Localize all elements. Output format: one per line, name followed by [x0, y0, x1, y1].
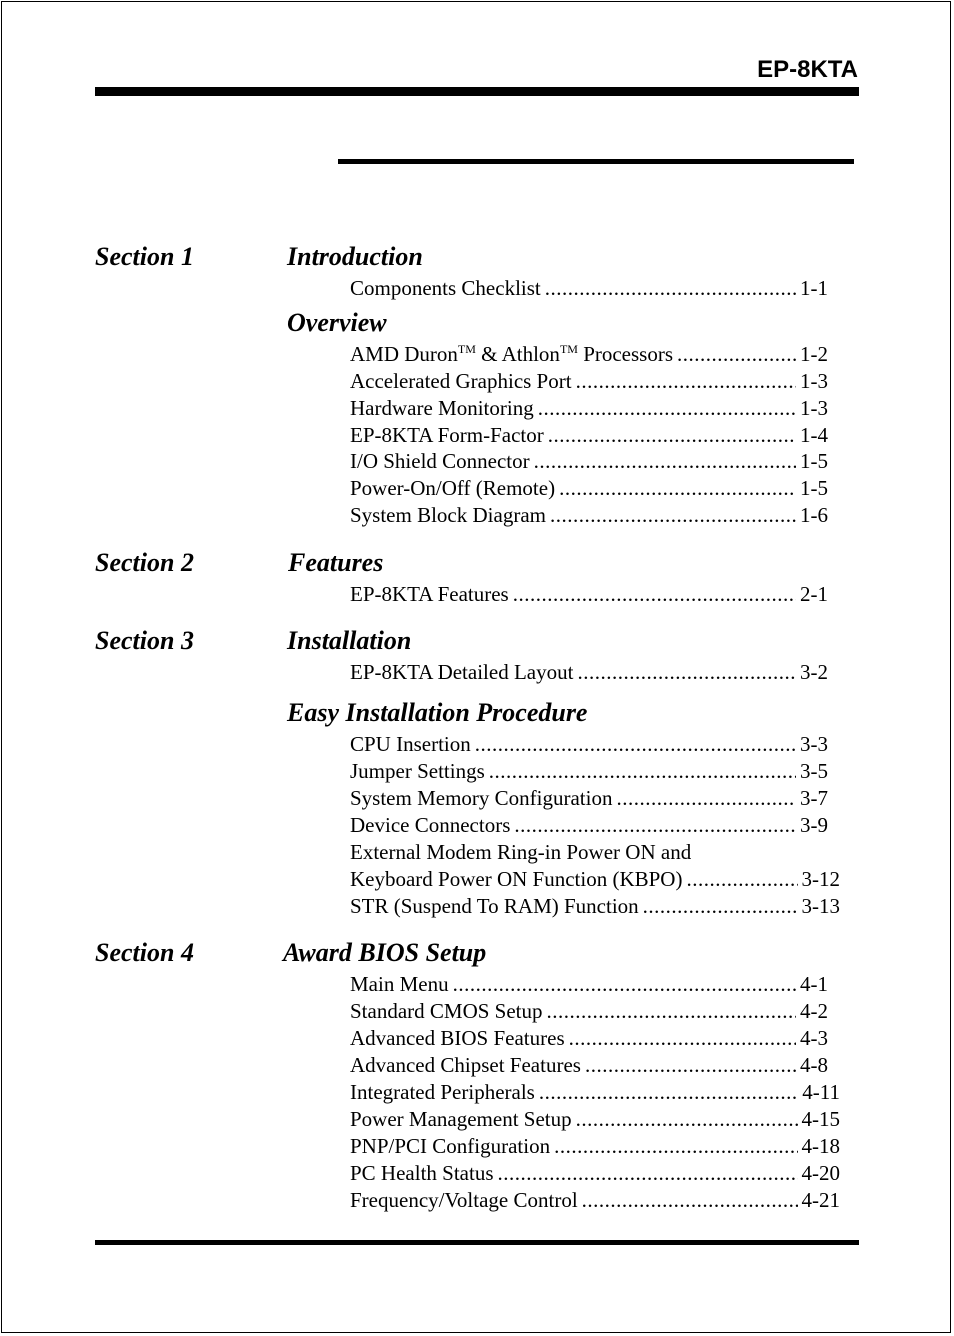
heading-installation: Installation — [287, 626, 412, 655]
dot-leader — [548, 423, 796, 447]
toc-entry-page: 4-8 — [800, 1053, 828, 1077]
dot-leader — [550, 503, 796, 527]
toc-entry-title: EP-8KTA Form-Factor — [350, 423, 544, 447]
footer-rule — [95, 1240, 859, 1245]
toc-entry[interactable] — [350, 1188, 840, 1212]
toc-entry-title: Jumper Settings — [350, 759, 485, 783]
section-3-label: Section 3 — [95, 626, 194, 655]
toc-entry[interactable] — [350, 1053, 828, 1077]
toc-entry-title: Advanced BIOS Features — [350, 1026, 565, 1050]
toc-entry[interactable] — [350, 660, 828, 684]
dot-leader — [547, 999, 796, 1023]
toc-entry-title: Accelerated Graphics Port — [350, 369, 572, 393]
toc-entry-title: EP-8KTA Features — [350, 582, 509, 606]
toc-entry[interactable] — [350, 1026, 828, 1050]
toc-entry[interactable] — [350, 1080, 840, 1104]
heading-introduction: Introduction — [287, 242, 423, 271]
toc-entry-title: AMD Duron™ & Athlon™ Processors — [350, 342, 674, 366]
toc-entry-title: PNP/PCI Configuration — [350, 1134, 551, 1158]
toc-entry[interactable] — [350, 786, 828, 810]
dot-leader — [534, 449, 796, 473]
model-name: EP-8KTA — [757, 56, 858, 83]
toc-entry-title: CPU Insertion — [350, 732, 471, 756]
heading-easy-installation: Easy Installation Procedure — [287, 698, 588, 727]
toc-entry[interactable] — [350, 867, 840, 891]
toc-entry-title: Keyboard Power ON Function (KBPO) — [350, 867, 683, 891]
toc-entry-title: Hardware Monitoring — [350, 396, 534, 420]
toc-entry-page: 3-9 — [800, 813, 828, 837]
dot-leader — [677, 342, 796, 366]
dot-leader — [539, 1080, 798, 1104]
dot-leader — [554, 1134, 797, 1158]
toc-entry-page: 1-2 — [800, 342, 828, 366]
title-rule — [338, 159, 854, 164]
toc-entry-page: 1-5 — [800, 476, 828, 500]
toc-entry-page: 4-20 — [801, 1161, 840, 1185]
heading-overview: Overview — [287, 308, 387, 337]
dot-leader — [585, 1053, 796, 1077]
toc-entry-page: 4-2 — [800, 999, 828, 1023]
toc-entry-title: Advanced Chipset Features — [350, 1053, 581, 1077]
toc-entry-page: 1-5 — [800, 449, 828, 473]
toc-entry-title: Integrated Peripherals — [350, 1080, 535, 1104]
toc-entry-title: Power-On/Off (Remote) — [350, 476, 556, 500]
dot-leader — [616, 786, 796, 810]
dot-leader — [576, 1107, 798, 1131]
toc-entry[interactable] — [350, 423, 828, 447]
toc-entry-title: System Memory Configuration — [350, 786, 613, 810]
heading-award-bios-setup: Award BIOS Setup — [283, 938, 487, 967]
toc-entry-page: 4-1 — [800, 972, 828, 996]
toc-entry-title: Device Connectors — [350, 813, 511, 837]
toc-entry-page: 1-6 — [800, 503, 828, 527]
toc-entry-page: 3-12 — [801, 867, 840, 891]
section-2-label: Section 2 — [95, 548, 194, 577]
toc-entry[interactable] — [350, 476, 828, 500]
toc-entry[interactable] — [350, 732, 828, 756]
dot-leader — [538, 396, 796, 420]
section-4-label: Section 4 — [95, 938, 194, 967]
toc-entry[interactable] — [350, 276, 828, 300]
toc-entry[interactable] — [350, 1161, 840, 1185]
toc-entry-page: 3-7 — [800, 786, 828, 810]
toc-entry-page: 3-3 — [800, 732, 828, 756]
toc-entry-title: Components Checklist — [350, 276, 541, 300]
toc-entry[interactable] — [350, 503, 828, 527]
toc-entry-title: Frequency/Voltage Control — [350, 1188, 578, 1212]
toc-entry-title: System Block Diagram — [350, 503, 546, 527]
dot-leader — [453, 972, 796, 996]
header-rule — [95, 87, 859, 96]
toc-entry[interactable] — [350, 894, 840, 918]
toc-entry[interactable] — [350, 1134, 840, 1158]
toc-entry[interactable] — [350, 396, 828, 420]
toc-entry-page: 3-2 — [800, 660, 828, 684]
toc-entry[interactable] — [350, 369, 828, 393]
dot-leader — [577, 660, 796, 684]
dot-leader — [643, 894, 798, 918]
toc-entry-page: 4-18 — [801, 1134, 840, 1158]
toc-entry[interactable] — [350, 813, 828, 837]
toc-entry-page: 4-21 — [801, 1188, 840, 1212]
heading-features: Features — [288, 548, 384, 577]
toc-entry-title-line1: External Modem Ring-in Power ON and — [350, 840, 692, 864]
toc-entry-title: Standard CMOS Setup — [350, 999, 543, 1023]
toc-entry[interactable] — [350, 449, 828, 473]
toc-entry-page: 1-3 — [800, 396, 828, 420]
dot-leader — [475, 732, 796, 756]
toc-entry-page: 1-4 — [800, 423, 828, 447]
dot-leader — [582, 1188, 798, 1212]
dot-leader — [498, 1161, 798, 1185]
dot-leader — [569, 1026, 796, 1050]
dot-leader — [576, 369, 796, 393]
section-1-label: Section 1 — [95, 242, 194, 271]
toc-entry-page: 4-11 — [802, 1080, 840, 1104]
toc-entry-title: I/O Shield Connector — [350, 449, 530, 473]
dot-leader — [514, 813, 796, 837]
toc-entry[interactable] — [350, 582, 828, 606]
dot-leader — [489, 759, 796, 783]
dot-leader — [513, 582, 796, 606]
toc-entry[interactable] — [350, 999, 828, 1023]
toc-entry-title: Power Management Setup — [350, 1107, 572, 1131]
toc-entry-title: PC Health Status — [350, 1161, 494, 1185]
toc-entry-page: 1-1 — [800, 276, 828, 300]
toc-entry-page: 3-5 — [800, 759, 828, 783]
toc-entry-page: 1-3 — [800, 369, 828, 393]
toc-entry-page: 3-13 — [801, 894, 840, 918]
toc-entry-title: STR (Suspend To RAM) Function — [350, 894, 639, 918]
toc-entry-page: 2-1 — [800, 582, 828, 606]
dot-leader — [686, 867, 797, 891]
toc-entry-page: 4-15 — [801, 1107, 840, 1131]
toc-entry-title: Main Menu — [350, 972, 449, 996]
dot-leader — [545, 276, 796, 300]
toc-entry[interactable] — [350, 759, 828, 783]
toc-entry-title: EP-8KTA Detailed Layout — [350, 660, 574, 684]
dot-leader — [559, 476, 796, 500]
toc-entry[interactable] — [350, 972, 828, 996]
toc-entry[interactable] — [350, 1107, 840, 1131]
toc-entry-page: 4-3 — [800, 1026, 828, 1050]
toc-entry[interactable] — [350, 342, 828, 366]
